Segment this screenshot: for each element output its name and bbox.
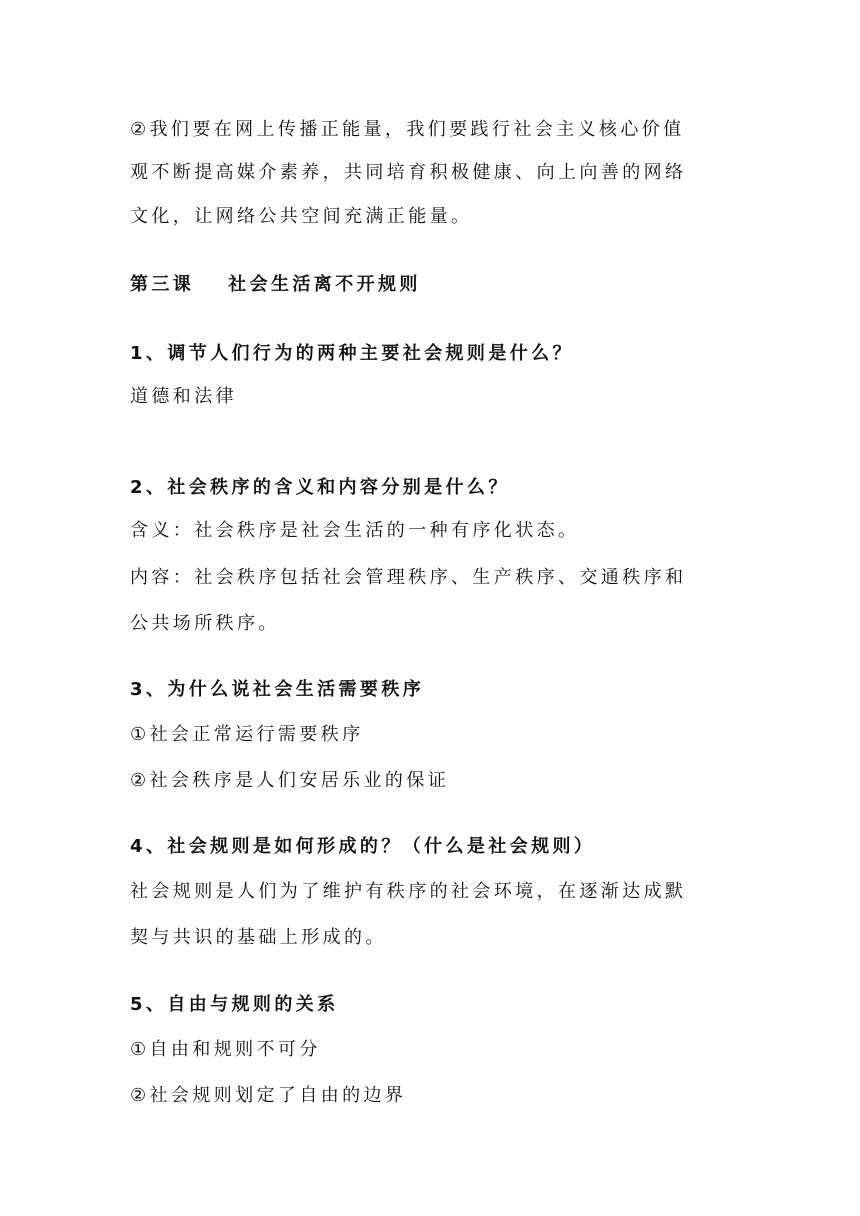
lesson-number: 第三课 [130,274,195,295]
question-4: 4、社会规则是如何形成的？（什么是社会规则） [130,836,596,857]
intro-line-2: 观不断提高媒介素养，共同培育积极健康、向上向善的网络 [130,162,687,183]
answer-4-line-1: 社会规则是人们为了维护有秩序的社会环境，在逐渐达成默 [130,881,687,902]
answer-5-line-2: ②社会规则划定了自由的边界 [130,1085,407,1106]
answer-3-line-1: ①社会正常运行需要秩序 [130,724,364,745]
answer-2-line-2: 内容：社会秩序包括社会管理秩序、生产秩序、交通秩序和 [130,567,687,588]
answer-2-line-1: 含义：社会秩序是社会生活的一种有序化状态。 [130,520,580,541]
answer-3-line-2: ②社会秩序是人们安居乐业的保证 [130,770,450,791]
lesson-title [130,273,750,297]
question-1: 1、调节人们行为的两种主要社会规则是什么？ [130,343,574,364]
lesson-name: 社会生活离不开规则 [228,274,421,295]
question-5: 5、自由与规则的关系 [130,994,339,1015]
question-3: 3、为什么说社会生活需要秩序 [130,679,425,700]
answer-1: 道德和法律 [130,386,237,407]
answer-2-line-3: 公共场所秩序。 [130,613,280,634]
intro-line-1: ②我们要在网上传播正能量，我们要践行社会主义核心价值 [130,119,685,140]
intro-line-3: 文化，让网络公共空间充满正能量。 [130,206,473,227]
answer-5-line-1: ①自由和规则不可分 [130,1039,321,1060]
question-2: 2、社会秩序的含义和内容分别是什么？ [130,477,510,498]
answer-4-line-2: 契与共识的基础上形成的。 [130,927,387,948]
